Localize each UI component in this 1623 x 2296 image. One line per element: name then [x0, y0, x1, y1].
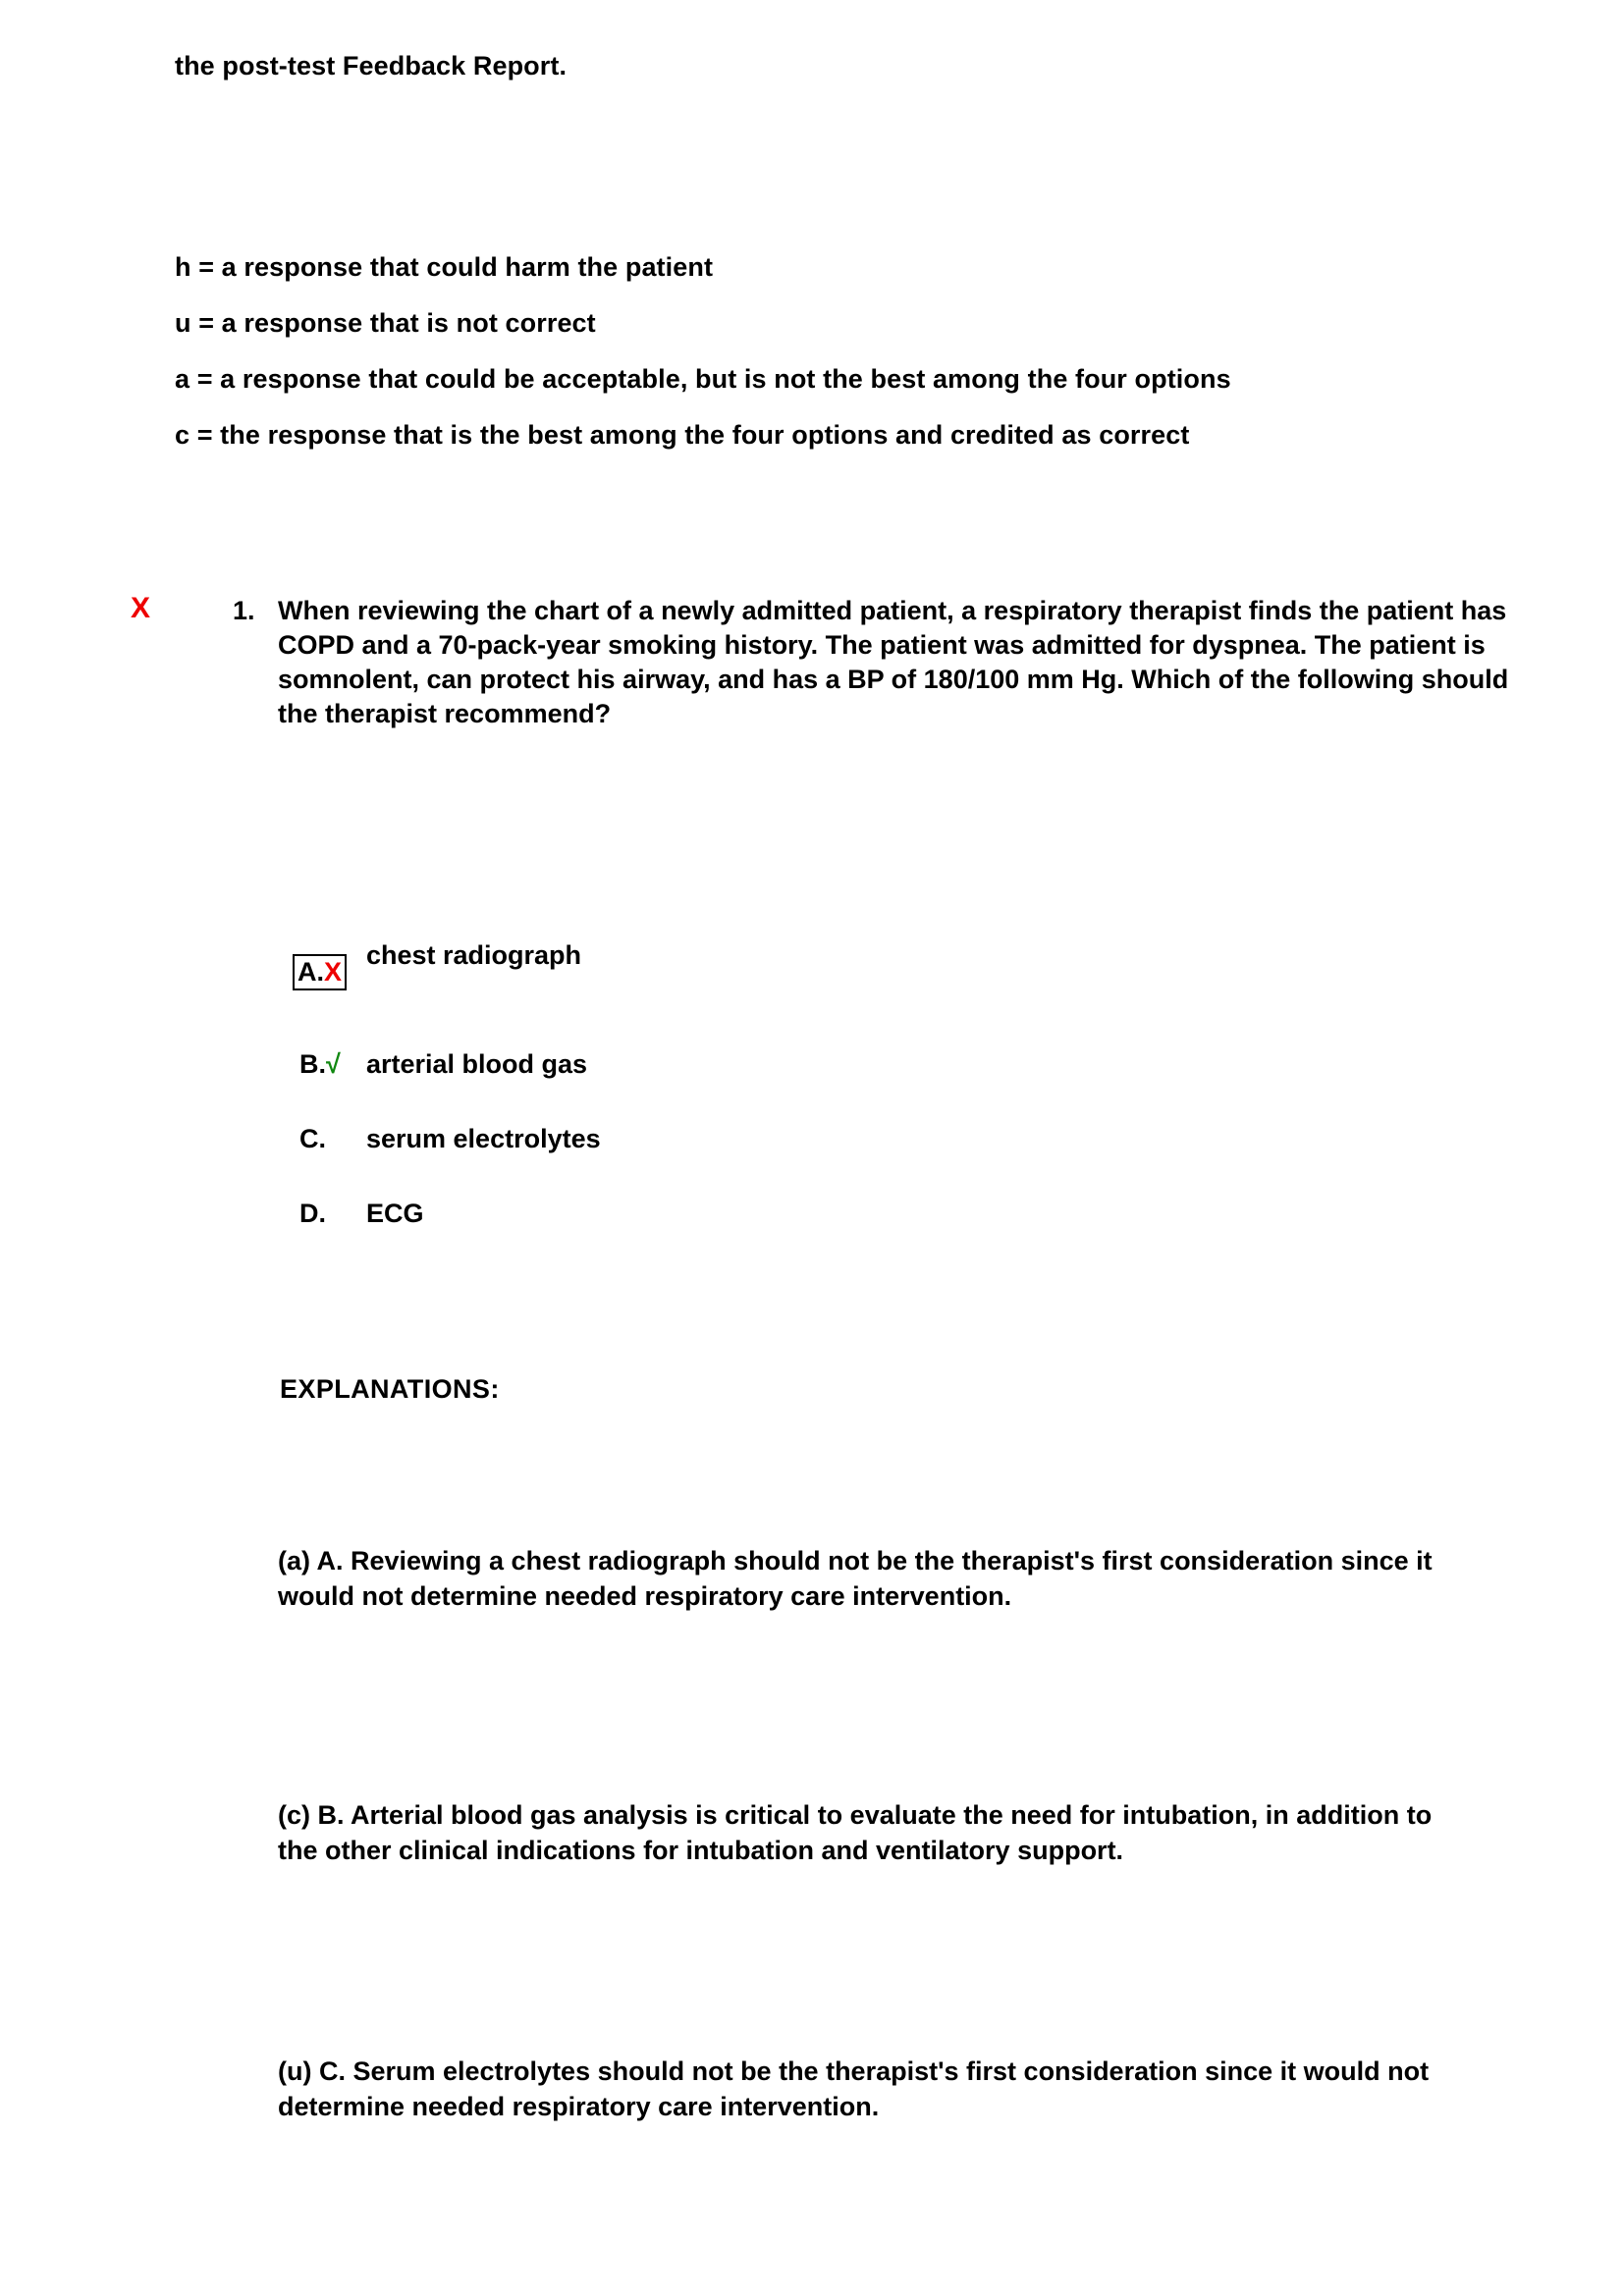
- legend-item-u: u = a response that is not correct: [175, 308, 596, 339]
- option-a-text: chest radiograph: [366, 940, 582, 970]
- page-header-text: the post-test Feedback Report.: [175, 51, 568, 80]
- option-c-text: serum electrolytes: [366, 1124, 601, 1153]
- answer-option-a[interactable]: [0, 942, 1623, 1048]
- answer-option-b[interactable]: [0, 1048, 1623, 1123]
- legend-item-a: a = a response that could be acceptable, but is not the best among the four options: [175, 364, 1231, 395]
- question-text: When reviewing the chart of a newly admitted patient, a respiratory therapist finds the patient has COPD and a 70-pack-year smoking history. The patient was admitted for dyspnea. The patient is somnolent, can protect his airway, and has a BP of 180/100 mm Hg. Which of the following should the therapist recommend?: [278, 596, 1509, 729]
- explanation-option-c: (u) C. Serum electrolytes should not be the therapist's first consideration since it would not determine needed respiratory care intervention.: [278, 2056, 1430, 2121]
- option-d-label: [299, 1198, 326, 1231]
- answer-key-legend: [175, 250, 1549, 453]
- answer-option-c[interactable]: [0, 1123, 1623, 1198]
- option-a-selected-box[interactable]: [293, 954, 347, 990]
- option-b-label: [299, 1048, 341, 1082]
- option-a-incorrect-mark: X: [324, 957, 343, 987]
- explanation-option-b: (c) B. Arterial blood gas analysis is critical to evaluate the need for intubation, in addition to the other clinical indications for intubation and ventilatory support.: [278, 1800, 1433, 1865]
- answer-options-list: [0, 942, 1623, 1272]
- option-b-letter: B.: [299, 1049, 326, 1079]
- option-c-label: [299, 1123, 326, 1156]
- question-number: 1.: [233, 596, 255, 625]
- option-c-letter: C.: [299, 1124, 326, 1153]
- option-a-letter: A.: [298, 957, 324, 987]
- option-d-letter: D.: [299, 1199, 326, 1228]
- explanations-heading: EXPLANATIONS:: [280, 1374, 500, 1404]
- answer-option-d[interactable]: [0, 1198, 1623, 1272]
- legend-item-c: c = the response that is the best among the four options and credited as correct: [175, 420, 1190, 451]
- explanation-option-a: (a) A. Reviewing a chest radiograph should not be the therapist's first consideration since it would not determine needed respiratory care intervention.: [278, 1546, 1433, 1611]
- legend-item-h: h = a response that could harm the patient: [175, 252, 714, 282]
- option-d-text: ECG: [366, 1199, 424, 1228]
- option-b-text: arterial blood gas: [366, 1049, 588, 1079]
- question-incorrect-mark: X: [131, 592, 151, 624]
- option-b-correct-check-icon: √: [326, 1049, 341, 1079]
